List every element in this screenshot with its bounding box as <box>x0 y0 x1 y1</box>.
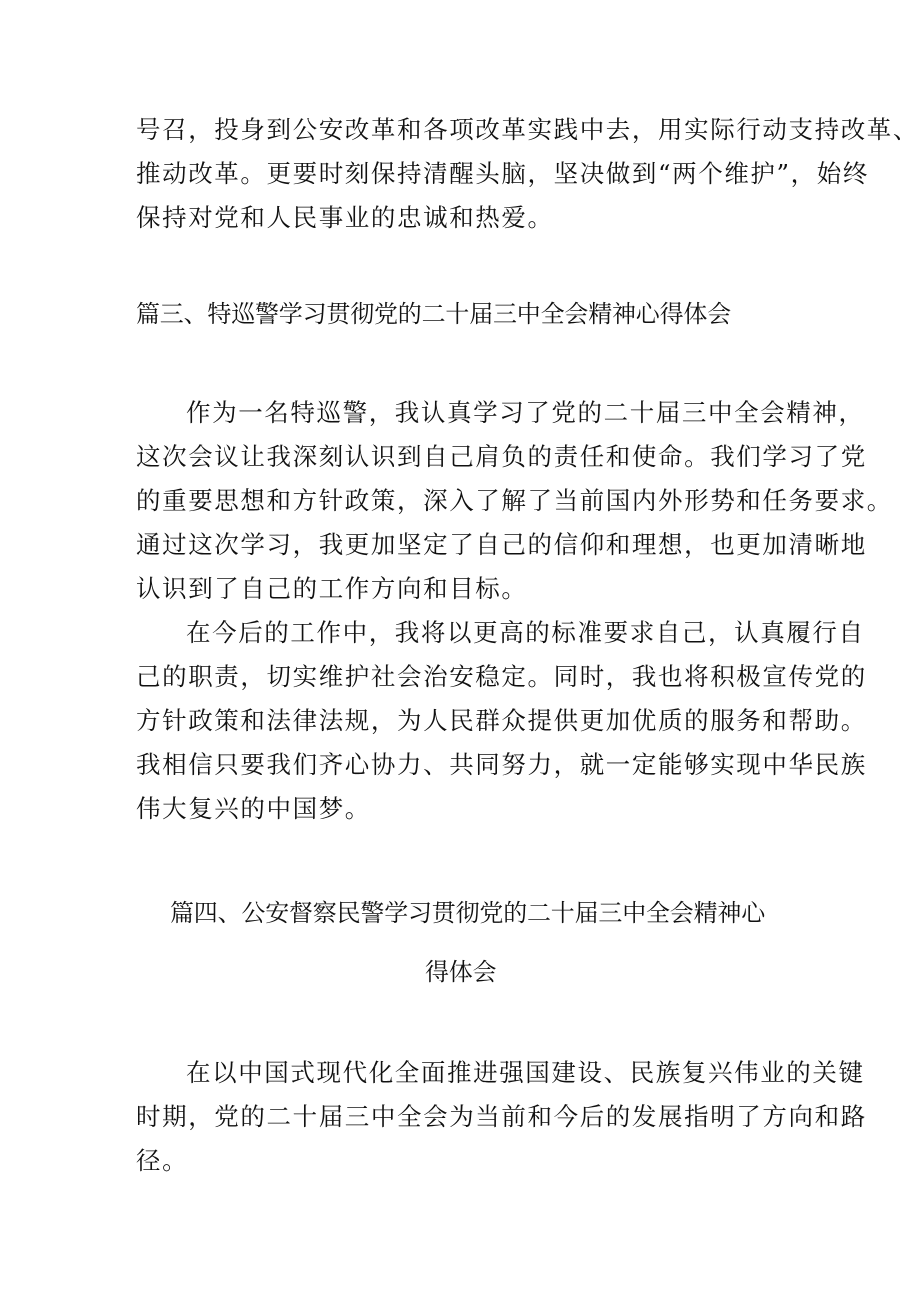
text-line: 我相信只要我们齐心协力、共同努力，就一定能够实现中华民族 <box>136 750 867 779</box>
text-line: 时期，党的二十届三中全会为当前和今后的发展指明了方向和路 <box>136 1102 867 1131</box>
text-line: 伟大复兴的中国梦。 <box>136 794 371 823</box>
section-three-heading: 篇三、特巡警学习贯彻党的二十届三中全会精神心得体会 <box>136 300 731 328</box>
text-line: 作为一名特巡警，我认真学习了党的二十届三中全会精神， <box>186 398 865 427</box>
text-line: 己的职责，切实维护社会治安稳定。同时，我也将积极宣传党的 <box>136 662 867 691</box>
text-line: 认识到了自己的工作方向和目标。 <box>136 574 528 603</box>
text-line: 通过这次学习，我更加坚定了自己的信仰和理想，也更加清晰地 <box>136 530 867 559</box>
text-line: 在今后的工作中，我将以更高的标准要求自己，认真履行自 <box>186 618 865 647</box>
text-line: 在以中国式现代化全面推进强国建设、民族复兴伟业的关键 <box>186 1058 865 1087</box>
section-four-heading-line-1: 篇四、公安督察民警学习贯彻党的二十届三中全会精神心 <box>170 899 765 927</box>
text-line: 保持对党和人民事业的忠诚和热爱。 <box>136 203 554 232</box>
text-line: 这次会议让我深刻认识到自己肩负的责任和使命。我们学习了党 <box>136 442 867 471</box>
text-line: 的重要思想和方针政策，深入了解了当前国内外形势和任务要求。 <box>136 486 893 515</box>
section-four-heading-line-2: 得体会 <box>425 958 497 986</box>
text-line: 径。 <box>136 1146 189 1175</box>
text-line: 方针政策和法律法规，为人民群众提供更加优质的服务和帮助。 <box>136 706 867 735</box>
text-line: 号召，投身到公安改革和各项改革实践中去，用实际行动支持改革、 <box>136 115 919 144</box>
text-line: 推动改革。更要时刻保持清醒头脑，坚决做到“两个维护”，始终 <box>136 159 869 188</box>
